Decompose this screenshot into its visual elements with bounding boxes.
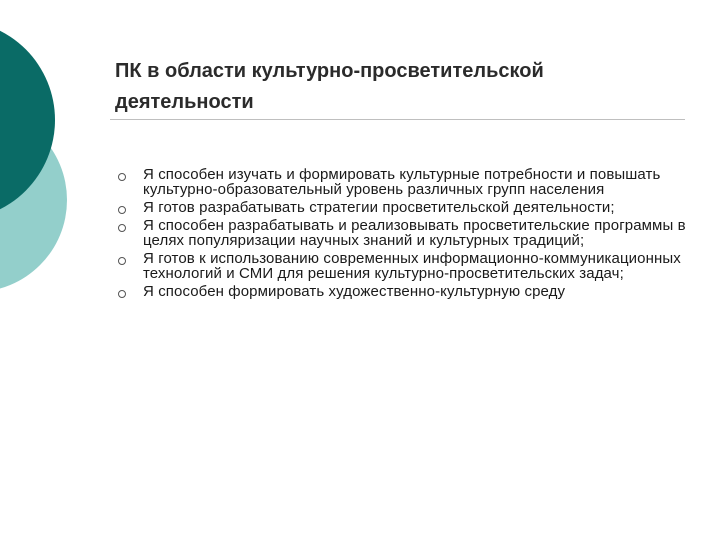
bullet-text: Я готов к использованию современных информационно-коммуникационных технологий и СМИ для решения культурно-просветительских задач; — [143, 250, 681, 282]
bullet-item — [118, 284, 688, 299]
bullet-text: Я способен формировать художественно-культурную среду — [143, 283, 566, 300]
circle-bullet-icon — [118, 224, 126, 232]
circle-bullet-icon — [118, 206, 126, 214]
bullet-text: Я способен разрабатывать и реализовывать просветительские программы в целях популяризации научных знаний и культурных традиций; — [143, 217, 686, 249]
bullet-item — [118, 251, 688, 281]
circle-bullet-icon — [118, 290, 126, 298]
circle-bullet-icon — [118, 173, 126, 181]
slide-title: ПК в области культурно-просветительской деятельности — [115, 60, 544, 113]
decorative-circles — [0, 0, 120, 300]
bullet-text: Я способен изучать и формировать культурные потребности и повышать культурно-образовательный уровень различных групп населения — [143, 166, 661, 198]
bullet-text: Я готов разрабатывать стратегии просветительской деятельности; — [143, 199, 615, 216]
circle-bullet-icon — [118, 257, 126, 265]
bullet-list — [118, 167, 688, 302]
bullet-item — [118, 200, 688, 215]
bullet-item — [118, 167, 688, 197]
bullet-item — [118, 218, 688, 248]
title-divider — [110, 119, 685, 120]
